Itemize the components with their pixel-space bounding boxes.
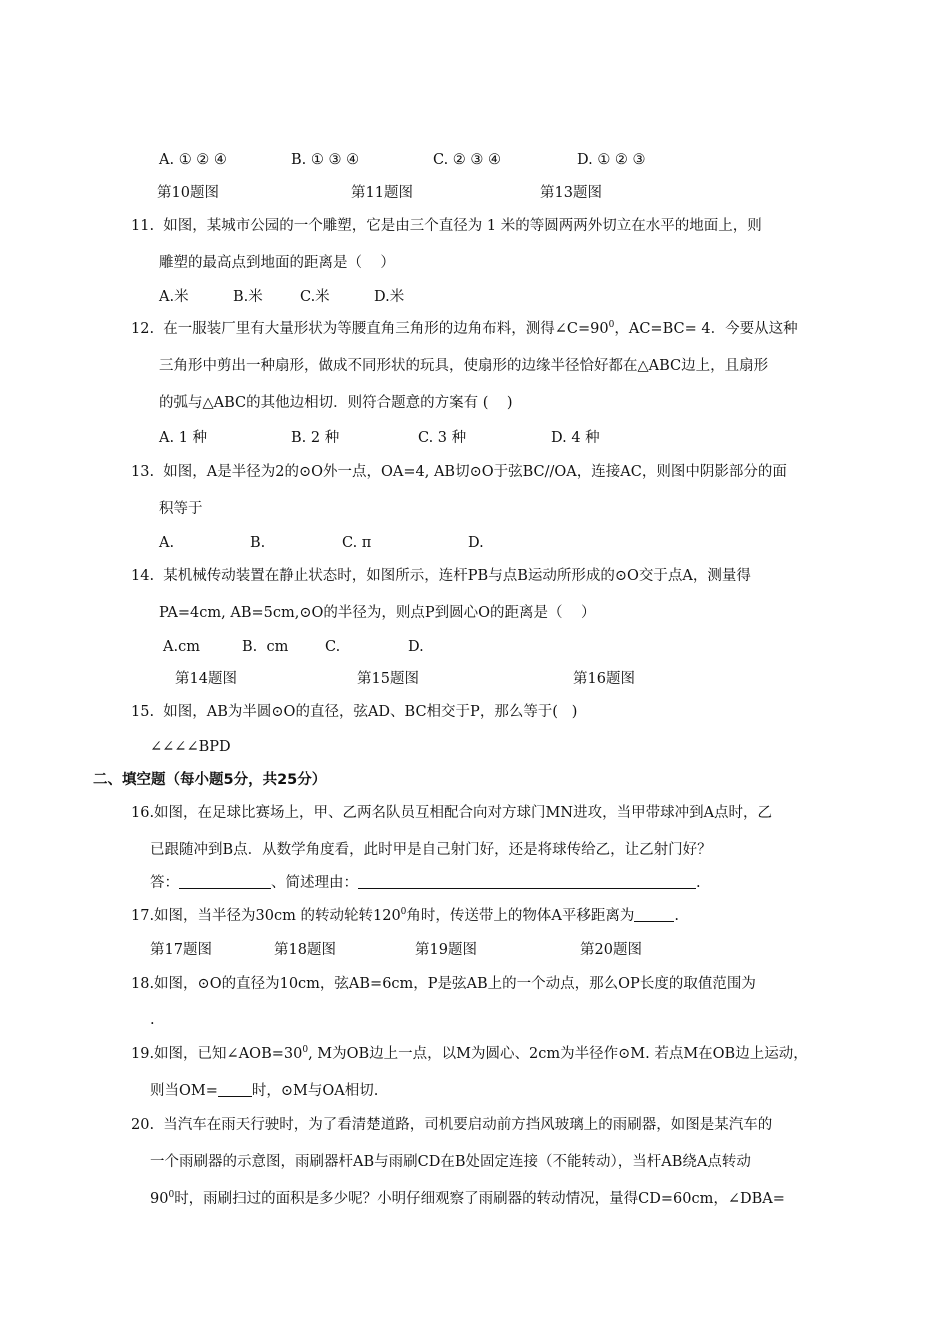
figure-caption-17: 第17题图 <box>150 942 212 958</box>
figure-caption-13: 第13题图 <box>540 185 602 201</box>
q10-option-d: D. ① ② ③ <box>577 152 646 168</box>
q14-text-line2: PA=4cm, AB=5cm,⊙O的半径为，则点P到圆心O的距离是（ ） <box>159 605 596 621</box>
q13-text-line2: 积等于 <box>159 501 203 517</box>
figure-caption-14: 第14题图 <box>175 671 237 687</box>
q11-text-line1: 11. 如图，某城市公园的一个雕塑，它是由三个直径为 1 米的等圆两两外切立在水平的地面上，则 <box>131 218 762 234</box>
q12-text-line3: 的弧与△ABC的其他边相切．则符合题意的方案有 ( ) <box>159 395 513 411</box>
q19-answer-blank[interactable] <box>218 1082 252 1097</box>
q18-text-line2: . <box>150 1012 155 1028</box>
q15-text-line1: 15. 如图，AB为半圆⊙O的直径，弦AD、BC相交于P，那么等于( ) <box>131 704 578 720</box>
q12-option-a: A. 1 种 <box>159 430 208 446</box>
q16-answer-line: 答： 、简述理由： . <box>150 875 701 891</box>
section-heading-fill-in: 二、填空题（每小题5分，共25分） <box>93 772 327 788</box>
q20-text-line1: 20. 当汽车在雨天行驶时，为了看清楚道路，司机要启动前方挡风玻璃上的雨刷器，如图是某汽车的 <box>131 1117 773 1133</box>
q16-reason-blank[interactable] <box>358 874 696 889</box>
q10-option-c: C. ② ③ ④ <box>433 152 502 168</box>
q14-option-b: B. cm <box>242 639 289 655</box>
figure-caption-20: 第20题图 <box>580 942 642 958</box>
q14-option-c: C. <box>325 639 341 655</box>
figure-caption-10: 第10题图 <box>157 185 219 201</box>
q12-option-b: B. 2 种 <box>291 430 340 446</box>
q14-option-d: D. <box>408 639 424 655</box>
figure-caption-19: 第19题图 <box>415 942 477 958</box>
q16-reason-label: 、简述理由： <box>271 875 358 891</box>
q14-option-a: A.cm <box>163 639 200 655</box>
q12-text-line1: 12. 在一服装厂里有大量形状为等腰直角三角形的边角布料，测得$\angle C=90^0$，AC=BC= 4．今要从这种 <box>131 320 798 337</box>
q17-text-line1: 17.如图，当半径为30cm 的转动轮转$120^0$角时，传送带上的物体A平移距离为 . <box>131 907 679 924</box>
q13-option-c: C. π <box>342 535 372 551</box>
q16-text-line1: 16.如图，在足球比赛场上，甲、乙两名队员互相配合向对方球门MN进攻，当甲带球冲到A点时，乙 <box>131 805 773 821</box>
q14-text-line1: 14. 某机械传动装置在静止状态时，如图所示，连杆PB与点B运动所形成的⊙O交于点A，测量得 <box>131 568 751 584</box>
q11-option-b: B.米 <box>233 289 263 305</box>
figure-caption-18: 第18题图 <box>274 942 336 958</box>
figure-caption-15: 第15题图 <box>357 671 419 687</box>
q10-option-a: A. ① ② ④ <box>159 152 227 168</box>
q12-option-c: C. 3 种 <box>418 430 467 446</box>
q15-text-line2: ∠∠∠∠BPD <box>150 739 231 755</box>
q16-text-line2: 已跟随冲到B点．从数学角度看，此时甲是自己射门好，还是将球传给乙，让乙射门好？ <box>150 842 712 858</box>
q19-text-line1: 19.如图，已知$\angle AOB=30^0$, M为OB边上一点，以M为圆心、2cm为半径作⊙M. 若点M在OB边上运动， <box>131 1045 808 1062</box>
q16-answer-label: 答： <box>150 875 179 891</box>
figure-caption-16: 第16题图 <box>573 671 635 687</box>
q20-text-line2: 一个雨刷器的示意图，雨刷器杆AB与雨刷CD在B处固定连接（不能转动），当杆AB绕A点转动 <box>150 1154 751 1170</box>
q13-option-d: D. <box>468 535 484 551</box>
q13-option-b: B. <box>250 535 266 551</box>
figure-caption-11: 第11题图 <box>351 185 413 201</box>
q18-text-line1: 18.如图，⊙O的直径为10cm，弦AB=6cm，P是弦AB上的一个动点，那么OP长度的取值范围为 <box>131 976 756 992</box>
q11-text-line2: 雕塑的最高点到地面的距离是（ ） <box>159 255 395 271</box>
q19-text-line2: 则当OM= 时，⊙M与OA相切. <box>150 1083 379 1099</box>
q12-option-d: D. 4 种 <box>551 430 600 446</box>
q11-option-a: A.米 <box>159 289 189 305</box>
q13-option-a: A. <box>159 535 175 551</box>
q13-text-line1: 13. 如图，A是半径为2的⊙O外一点，OA=4, AB切⊙O于弦BC//OA，连接AC，则图中阴影部分的面 <box>131 464 787 480</box>
q11-option-d: D.米 <box>374 289 405 305</box>
q12-text-line2: 三角形中剪出一种扇形，做成不同形状的玩具，使扇形的边缘半径恰好都在△ABC边上，且扇形 <box>159 358 769 374</box>
q20-text-line3: $90^0$时，雨刷扫过的面积是多少呢？小明仔细观察了雨刷器的转动情况，量得CD=60cm，∠DBA= <box>150 1190 785 1207</box>
q11-option-c: C.米 <box>300 289 330 305</box>
q17-answer-blank[interactable] <box>634 907 674 922</box>
q10-option-b: B. ① ③ ④ <box>291 152 360 168</box>
q16-answer-blank[interactable] <box>179 874 271 889</box>
